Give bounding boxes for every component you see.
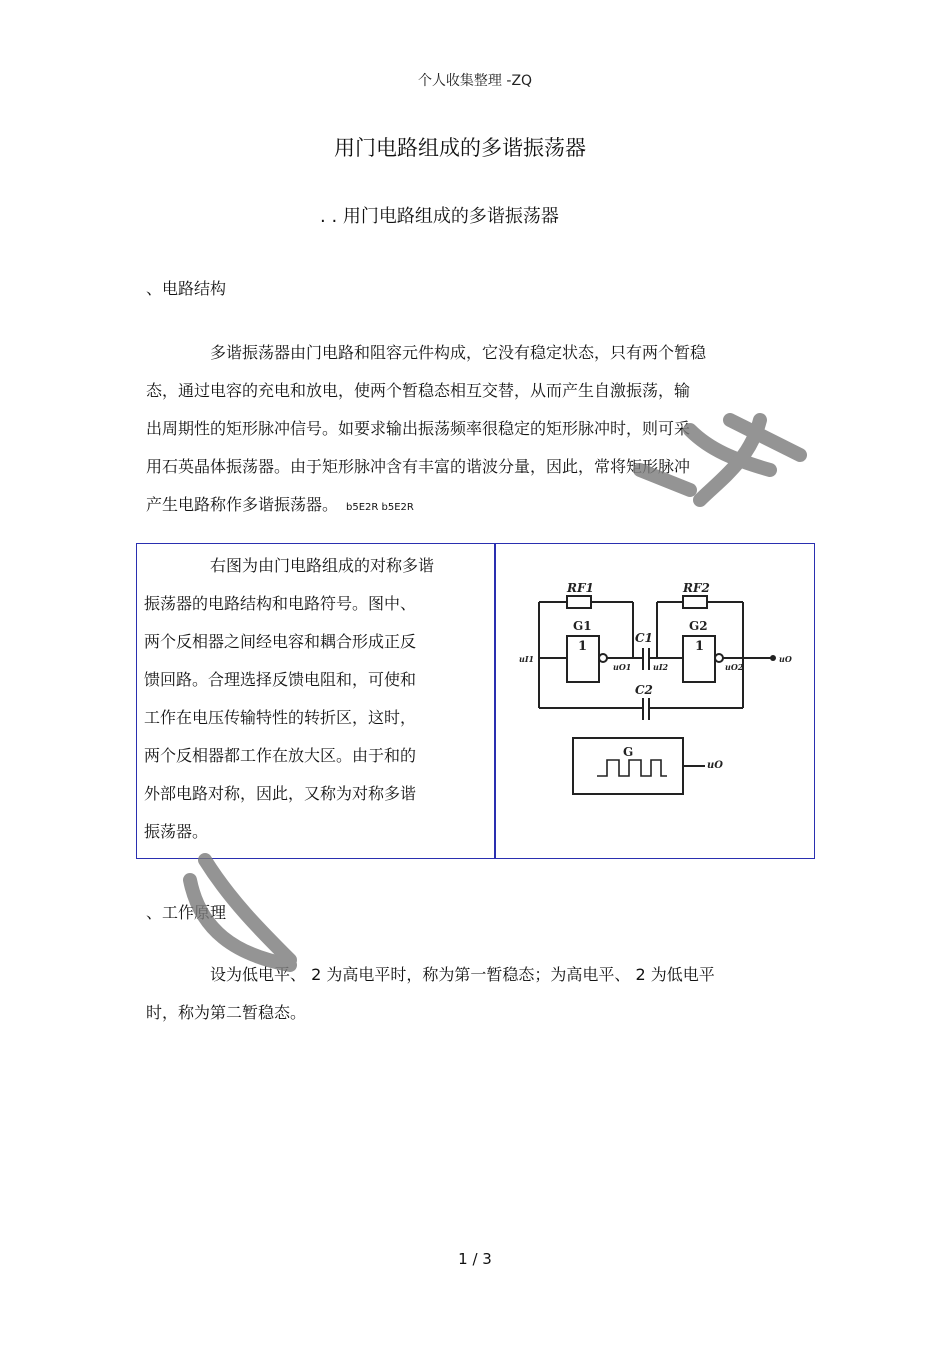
symbol-label-g: G bbox=[623, 745, 634, 759]
page-subtitle: . . 用门电路组成的多谐振荡器 bbox=[320, 206, 559, 227]
page-number: 1 / 3 bbox=[458, 1250, 492, 1268]
intro-line: 态，通过电容的充电和放电，使两个暂稳态相互交替，从而产生自激振荡，输 bbox=[146, 381, 691, 400]
multivibrator-circuit-diagram bbox=[515, 578, 797, 826]
label-uo2: uO2 bbox=[725, 662, 744, 672]
principle-paragraph bbox=[146, 956, 806, 1032]
desc-line: 工作在电压传输特性的转折区，这时， bbox=[144, 708, 417, 727]
principle-line: 时，称为第二暂稳态。 bbox=[146, 1003, 307, 1022]
doc-code: b5E2R b5E2R bbox=[346, 502, 414, 513]
desc-line: 外部电路对称，因此，又称为对称多谐 bbox=[144, 784, 417, 803]
label-uo1: uO1 bbox=[613, 662, 632, 672]
inverter-bubble-1 bbox=[599, 654, 607, 662]
label-g1: G1 bbox=[573, 619, 592, 633]
principle-line: 设为低电平、 2 为高电平时，称为第一暂稳态；为高电平、 2 为低电平 bbox=[210, 965, 715, 984]
desc-line: 振荡器。 bbox=[144, 822, 209, 841]
label-rf2: RF2 bbox=[683, 581, 710, 595]
intro-line: 产生电路称作多谐振荡器。 b5E2R b5E2R bbox=[146, 495, 414, 514]
resistor-rf1 bbox=[567, 596, 591, 608]
section-heading-circuit-structure: 、电路结构 bbox=[146, 279, 227, 298]
resistor-rf2 bbox=[683, 596, 707, 608]
symbol-label-uo: uO bbox=[707, 760, 723, 771]
page-header: 个人收集整理 -ZQ bbox=[417, 73, 533, 89]
label-rf1: RF1 bbox=[567, 581, 594, 595]
figure-description bbox=[144, 547, 484, 851]
gate1-symbol: 1 bbox=[578, 639, 588, 654]
inverter-bubble-2 bbox=[715, 654, 723, 662]
desc-line: 右图为由门电路组成的对称多谐 bbox=[210, 556, 435, 575]
intro-line: 多谐振荡器由门电路和阻容元件构成，它没有稳定状态，只有两个暂稳 bbox=[210, 343, 707, 362]
label-ui2: uI2 bbox=[653, 662, 669, 672]
desc-line: 馈回路。合理选择反馈电阻和，可使和 bbox=[144, 670, 417, 689]
gate2-symbol: 1 bbox=[695, 639, 705, 654]
label-c2: C2 bbox=[635, 683, 653, 697]
intro-line: 出周期性的矩形脉冲信号。如要求输出振荡频率很稳定的矩形脉冲时，则可采 bbox=[146, 419, 691, 438]
intro-line: 用石英晶体振荡器。由于矩形脉冲含有丰富的谐波分量，因此，常将矩形脉冲 bbox=[146, 457, 691, 476]
label-uo: uO bbox=[779, 654, 792, 664]
label-g2: G2 bbox=[689, 619, 708, 633]
desc-line: 振荡器的电路结构和电路符号。图中、 bbox=[144, 594, 417, 613]
intro-paragraph bbox=[146, 334, 796, 527]
output-terminal bbox=[770, 655, 776, 661]
section-heading-working-principle: 、工作原理 bbox=[146, 903, 227, 922]
label-ui1: uI1 bbox=[519, 654, 535, 664]
page-title: 用门电路组成的多谐振荡器 bbox=[334, 136, 586, 160]
desc-line: 两个反相器都工作在放大区。由于和的 bbox=[144, 746, 417, 765]
label-c1: C1 bbox=[635, 631, 653, 645]
pulse-waveform-icon bbox=[597, 760, 667, 776]
desc-line: 两个反相器之间经电容和耦合形成正反 bbox=[144, 632, 417, 651]
